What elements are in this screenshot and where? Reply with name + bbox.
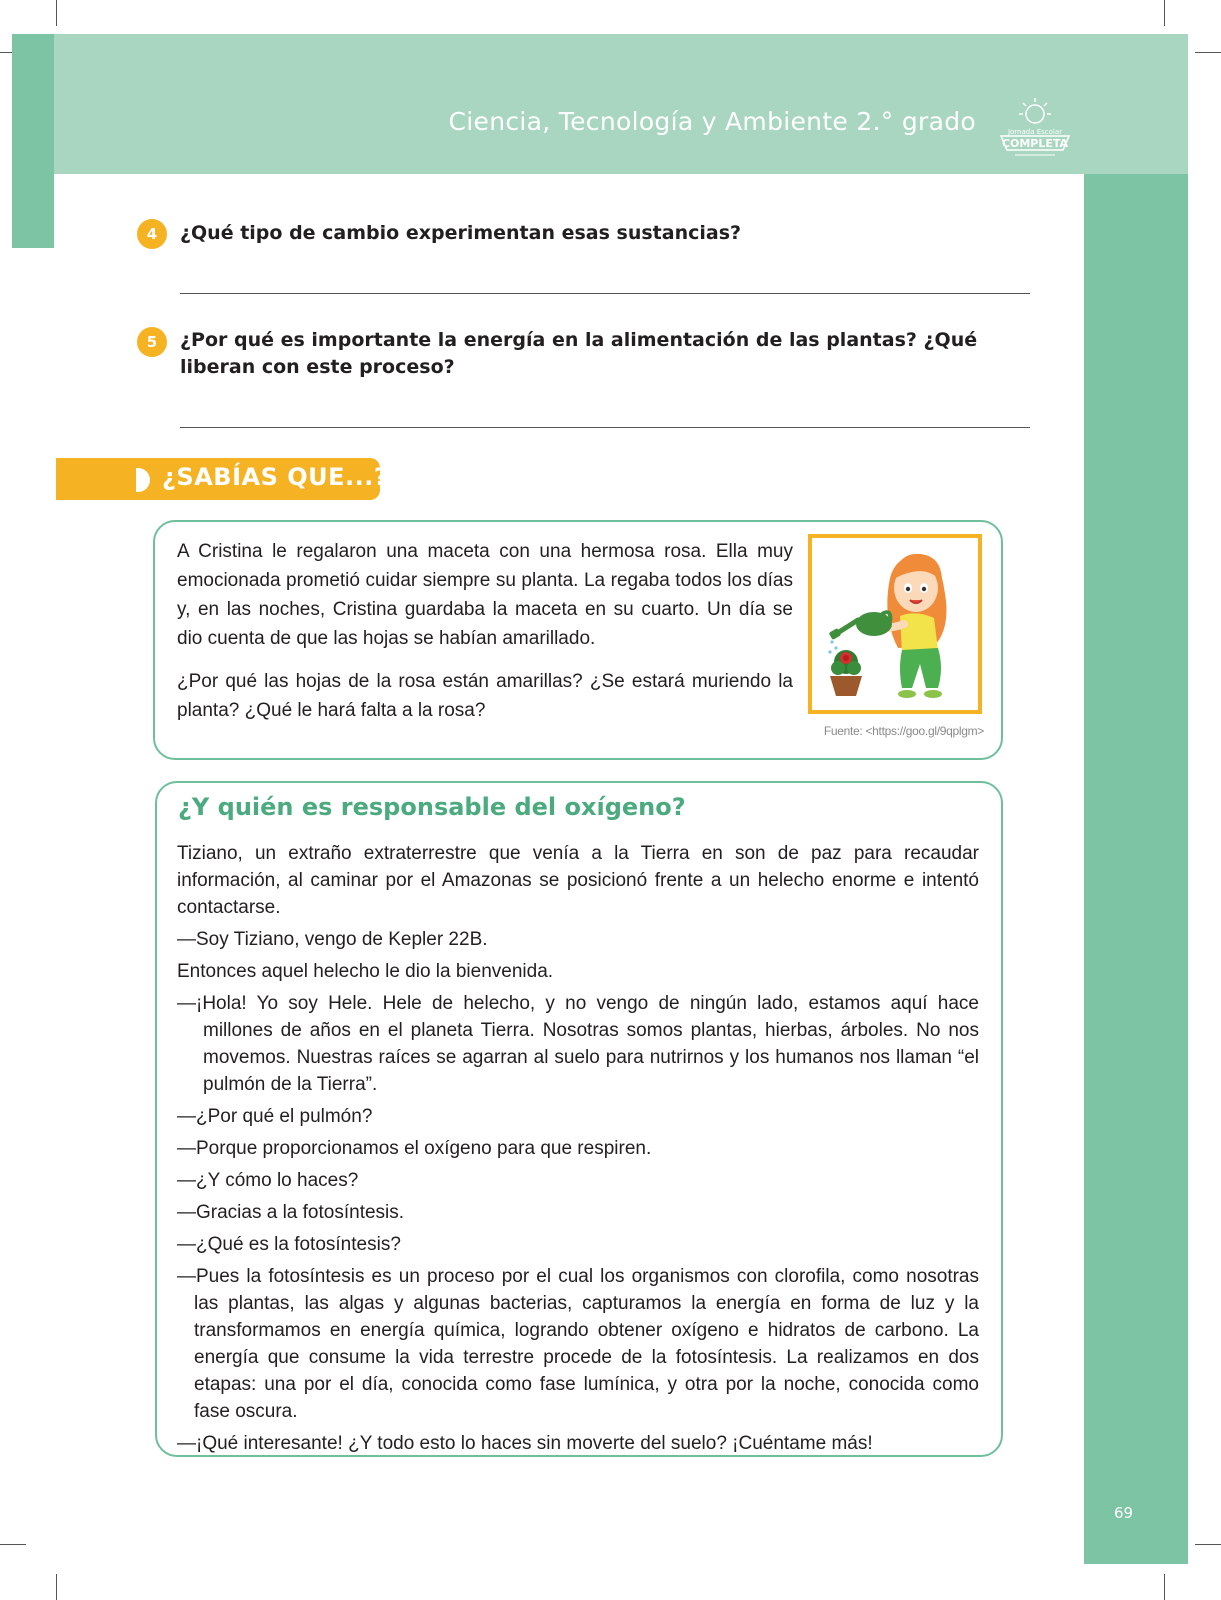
dialogue-line: —Pues la fotosíntesis es un proceso por el cual los organismos con clorofila, como nosotras las plantas, las algas y algunas bacterias, capturamos la energía en forma de luz y la transformamos en energía química, logrando obtener oxígeno e hidratos de carbono. La energía que consume la vida terrestre procede de la fotosíntesis. La realizamos en dos etapas: una por el día, conocida como fase lumínica, y otra por la noche, conocida como fase oscura. bbox=[177, 1266, 979, 1422]
jornada-escolar-logo bbox=[995, 96, 1075, 160]
crop-mark bbox=[1164, 1574, 1165, 1600]
left-color-band bbox=[12, 34, 54, 248]
story-intro: Tiziano, un extraño extraterrestre que venía a la Tierra en son de paz para recaudar información, al caminar por el Amazonas se posicionó frente a un helecho enorme e intentó contactarse. bbox=[177, 843, 979, 918]
cristina-story-paragraph: A Cristina le regalaron una maceta con una hermosa rosa. Ella muy emocionada prometió cuidar siempre su planta. La regaba todos los días y, en las noches, Cristina guardaba la maceta en su cuarto. Un día se dio cuenta de que las hojas se habían amarillado. bbox=[177, 541, 793, 649]
oxygen-section-title: ¿Y quién es responsable del oxígeno? bbox=[178, 793, 686, 821]
dialogue-line: —Gracias a la fotosíntesis. bbox=[177, 1202, 405, 1223]
question-4-text: ¿Qué tipo de cambio experimentan esas sustancias? bbox=[180, 222, 742, 244]
sabias-que-banner bbox=[56, 458, 389, 500]
dialogue-line: —¡Hola! Yo soy Hele. Hele de helecho, y no vengo de ningún lado, estamos aquí hace millones de años en el planeta Tierra. Nosotras somos plantas, hierbas, árboles. No nos movemos. Nuestras raíces se agarran al suelo para nutrirnos y los humanos nos llaman “el pulmón de la Tierra”. bbox=[177, 993, 979, 1095]
dialogue-line: —¿Y cómo lo haces? bbox=[177, 1170, 359, 1191]
dialogue-line: —Porque proporcionamos el oxígeno para que respiren. bbox=[177, 1138, 652, 1159]
crop-mark bbox=[1195, 52, 1221, 53]
dialogue-line: —¡Qué interesante! ¿Y todo esto lo haces sin moverte del suelo? ¡Cuéntame más! bbox=[177, 1433, 873, 1454]
svg-text:Jornada Escolar: Jornada Escolar bbox=[1007, 128, 1063, 136]
question-number-badge: 4 bbox=[137, 219, 167, 249]
svg-text:COMPLETA: COMPLETA bbox=[1001, 137, 1069, 150]
girl-watering-plant-illustration bbox=[808, 534, 982, 714]
crop-mark bbox=[1195, 1544, 1221, 1545]
sabias-que-label: ¿SABÍAS QUE...? bbox=[162, 463, 389, 491]
crop-mark bbox=[0, 1544, 26, 1545]
image-source: Fuente: <https://goo.gl/9qplgm> bbox=[823, 724, 984, 738]
dialogue-line: —¿Qué es la fotosíntesis? bbox=[177, 1234, 401, 1255]
crop-mark bbox=[1164, 0, 1165, 26]
crop-mark bbox=[56, 1574, 57, 1600]
oxygen-story bbox=[177, 840, 979, 1462]
page-number: 69 bbox=[1114, 1504, 1134, 1522]
answer-line-4[interactable] bbox=[180, 293, 1030, 294]
question-5-text: ¿Por qué es importante la energía en la alimentación de las plantas? ¿Qué liberan con este proceso? bbox=[180, 329, 978, 378]
half-circle-icon bbox=[136, 468, 150, 492]
dialogue-line: —Soy Tiziano, vengo de Kepler 22B. bbox=[177, 929, 488, 950]
dialogue-line: —¿Por qué el pulmón? bbox=[177, 1106, 373, 1127]
page-header-title: Ciencia, Tecnología y Ambiente 2.° grado bbox=[448, 107, 976, 136]
right-color-band bbox=[1084, 174, 1188, 1564]
cristina-questions-paragraph: ¿Por qué las hojas de la rosa están amarillas? ¿Se estará muriendo la planta? ¿Qué le hará falta a la rosa? bbox=[177, 671, 793, 721]
answer-line-5[interactable] bbox=[180, 427, 1030, 428]
crop-mark bbox=[56, 0, 57, 26]
question-number-badge: 5 bbox=[137, 327, 167, 357]
narration-line: Entonces aquel helecho le dio la bienvenida. bbox=[177, 961, 554, 982]
